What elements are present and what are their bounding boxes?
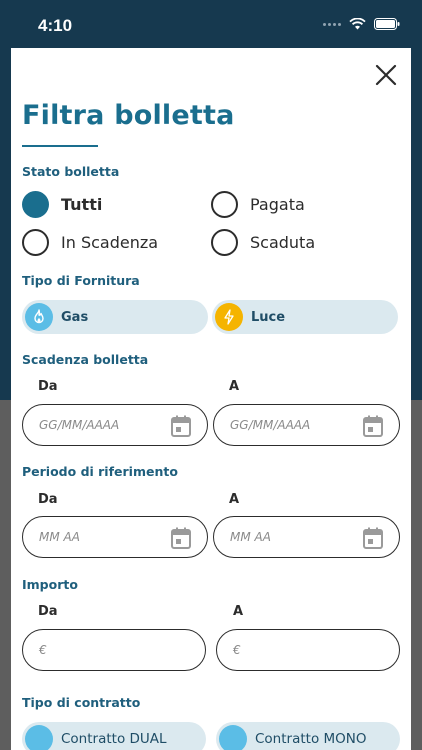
- radio-circle: [22, 229, 49, 256]
- luce-icon-circle: [215, 303, 243, 331]
- calendar-icon[interactable]: [363, 527, 383, 549]
- radio-tutti[interactable]: [22, 191, 102, 218]
- calendar-icon[interactable]: [171, 527, 191, 549]
- page-title: Filtra bolletta: [22, 100, 235, 131]
- radio-in-scadenza[interactable]: [22, 229, 158, 256]
- input-placeholder: GG/MM/AAAA: [230, 418, 311, 432]
- radio-circle: [211, 191, 238, 218]
- field-label-a: A: [233, 604, 244, 619]
- toggle-contratto-mono[interactable]: [216, 722, 400, 750]
- scadenza-to-date-input[interactable]: [213, 404, 400, 446]
- importo-from-input[interactable]: [22, 629, 206, 671]
- mono-icon-circle: [219, 725, 247, 750]
- field-label-da: Da: [38, 379, 58, 394]
- input-placeholder: MM AA: [39, 530, 80, 544]
- radio-circle-checked: [22, 191, 49, 218]
- calendar-icon[interactable]: [171, 415, 191, 437]
- input-placeholder: €: [233, 643, 241, 657]
- scadenza-from-date-input[interactable]: [22, 404, 208, 446]
- wifi-icon: [349, 18, 366, 30]
- periodo-to-input[interactable]: [213, 516, 400, 558]
- toggle-luce[interactable]: [212, 300, 398, 334]
- section-label-periodo: Periodo di riferimento: [22, 464, 178, 479]
- pill-label: Contratto DUAL: [61, 731, 167, 747]
- field-label-da: Da: [38, 604, 58, 619]
- radio-label: In Scadenza: [61, 233, 159, 252]
- flame-icon: [32, 309, 46, 325]
- radio-circle: [211, 229, 238, 256]
- field-label-da: Da: [38, 492, 58, 507]
- section-label-fornitura: Tipo di Fornitura: [22, 273, 140, 288]
- close-icon: [373, 62, 399, 88]
- status-time: 4:10: [38, 16, 73, 35]
- section-label-importo: Importo: [22, 577, 78, 592]
- radio-scaduta[interactable]: [211, 229, 315, 256]
- lightning-icon: [223, 309, 235, 325]
- input-placeholder: €: [39, 643, 47, 657]
- title-underline: [22, 145, 98, 147]
- radio-pagata[interactable]: [211, 191, 305, 218]
- toggle-contratto-dual[interactable]: [22, 722, 206, 750]
- importo-to-input[interactable]: [216, 629, 400, 671]
- input-placeholder: MM AA: [230, 530, 271, 544]
- radio-label: Scaduta: [250, 233, 316, 252]
- section-label-scadenza: Scadenza bolletta: [22, 352, 149, 367]
- toggle-gas[interactable]: [22, 300, 208, 334]
- calendar-icon[interactable]: [363, 415, 383, 437]
- pill-label: Gas: [61, 309, 89, 325]
- pill-label: Luce: [251, 309, 286, 325]
- field-label-a: A: [229, 379, 240, 394]
- gas-icon-circle: [25, 303, 53, 331]
- pill-label: Contratto MONO: [255, 731, 367, 747]
- close-button[interactable]: [373, 62, 399, 88]
- input-placeholder: GG/MM/AAAA: [39, 418, 120, 432]
- periodo-from-input[interactable]: [22, 516, 208, 558]
- radio-label: Tutti: [61, 195, 103, 214]
- status-icons: [323, 18, 400, 30]
- radio-label: Pagata: [250, 195, 305, 214]
- section-label-contratto: Tipo di contratto: [22, 695, 141, 710]
- filter-sheet: [11, 48, 411, 750]
- dual-icon-circle: [25, 725, 53, 750]
- battery-icon: [374, 18, 400, 30]
- section-label-stato: Stato bolletta: [22, 164, 120, 179]
- signal-icon: [323, 23, 341, 26]
- status-bar: [0, 0, 422, 48]
- field-label-a: A: [229, 492, 240, 507]
